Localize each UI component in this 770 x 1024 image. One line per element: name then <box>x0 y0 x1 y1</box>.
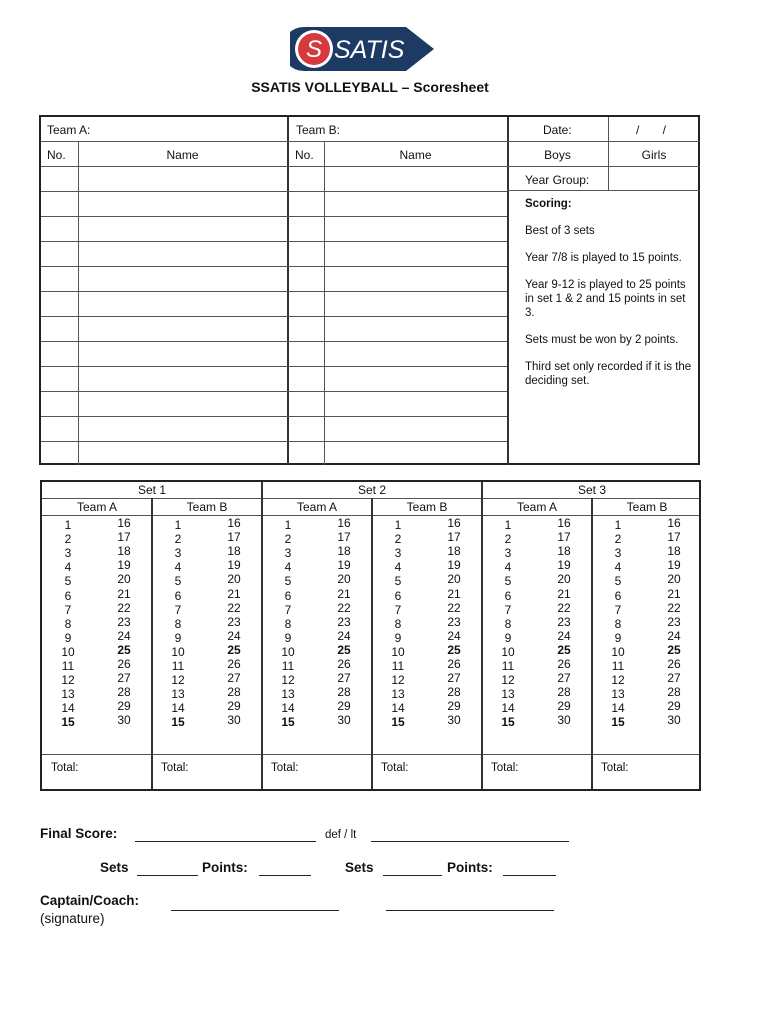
score-number[interactable]: 16 <box>447 516 461 530</box>
team-b-name-header: Name <box>399 148 432 162</box>
roster-table <box>39 115 700 465</box>
score-number[interactable]: 11 <box>501 659 515 673</box>
score-number[interactable]: 5 <box>284 574 292 589</box>
score-number[interactable]: 28 <box>337 685 351 700</box>
score-number[interactable]: 9 <box>284 630 292 645</box>
set-2-team-b-header: Team B <box>406 500 448 514</box>
score-number[interactable]: 26 <box>447 657 461 671</box>
score-number[interactable]: 7 <box>614 602 622 617</box>
score-number[interactable]: 15 <box>171 715 185 730</box>
total-label: Total: <box>381 762 409 774</box>
set-2-team-a-header: Team A <box>296 500 338 514</box>
score-number[interactable]: 6 <box>394 588 402 603</box>
score-number[interactable]: 11 <box>391 659 405 673</box>
signature-label: (signature) <box>40 911 105 926</box>
score-number[interactable]: 12 <box>501 673 515 688</box>
girls-label: Girls <box>641 148 667 162</box>
score-number[interactable]: 7 <box>174 602 182 617</box>
score-number[interactable]: 19 <box>337 558 351 573</box>
rule-item: Best of 3 sets <box>525 225 595 237</box>
score-number[interactable]: 29 <box>667 699 681 714</box>
score-number[interactable]: 7 <box>64 602 72 617</box>
score-number[interactable]: 8 <box>174 616 182 631</box>
date-label: Date: <box>543 123 572 137</box>
score-number[interactable]: 25 <box>117 642 131 657</box>
score-number[interactable]: 1 <box>64 518 72 532</box>
score-number[interactable]: 18 <box>117 544 131 559</box>
score-number[interactable]: 8 <box>394 616 402 631</box>
score-number[interactable]: 13 <box>391 687 405 702</box>
score-number[interactable]: 11 <box>281 659 295 673</box>
score-number[interactable]: 18 <box>557 544 571 559</box>
score-number[interactable]: 14 <box>391 701 405 716</box>
score-number[interactable]: 20 <box>337 572 351 587</box>
score-number[interactable]: 20 <box>557 572 571 587</box>
score-number[interactable]: 24 <box>227 628 241 643</box>
score-number[interactable]: 1 <box>284 518 292 532</box>
score-number[interactable]: 29 <box>557 699 571 714</box>
score-number[interactable]: 10 <box>611 644 625 659</box>
score-number[interactable]: 19 <box>447 558 461 573</box>
score-number[interactable]: 17 <box>117 530 131 545</box>
score-number[interactable]: 23 <box>337 614 351 629</box>
score-number[interactable]: 12 <box>171 673 185 688</box>
total-label: Total: <box>491 762 519 774</box>
score-number[interactable]: 9 <box>614 630 622 645</box>
set-2-header: Set 2 <box>357 483 387 497</box>
sets-b-line[interactable] <box>383 875 442 876</box>
score-number[interactable]: 21 <box>667 586 681 601</box>
score-number[interactable]: 18 <box>447 544 461 559</box>
score-number[interactable]: 11 <box>171 659 185 673</box>
svg-text:S: S <box>306 36 323 63</box>
score-number[interactable]: 20 <box>227 572 241 587</box>
score-number[interactable]: 4 <box>64 560 72 575</box>
points-label-a: Points: <box>202 860 248 875</box>
score-number[interactable]: 4 <box>614 560 622 575</box>
score-number[interactable]: 7 <box>284 602 292 617</box>
score-number[interactable]: 23 <box>667 614 681 629</box>
score-number[interactable]: 10 <box>281 644 295 659</box>
set-1-header: Set 1 <box>137 483 167 497</box>
score-number[interactable]: 16 <box>667 516 681 530</box>
score-number[interactable]: 14 <box>501 701 515 716</box>
score-number[interactable]: 16 <box>227 516 241 530</box>
score-number[interactable]: 25 <box>227 642 241 657</box>
date-field[interactable]: / / <box>636 123 667 137</box>
score-number[interactable]: 21 <box>117 586 131 601</box>
final-score-team-line[interactable] <box>135 841 316 842</box>
score-number[interactable]: 22 <box>227 600 241 615</box>
score-number[interactable]: 13 <box>501 687 515 702</box>
score-number[interactable]: 4 <box>174 560 182 575</box>
score-number[interactable]: 5 <box>394 574 402 589</box>
score-number[interactable]: 24 <box>667 628 681 643</box>
score-number[interactable]: 17 <box>447 530 461 545</box>
points-a-line[interactable] <box>259 875 311 876</box>
team-b-no-header: No. <box>295 148 314 162</box>
score-number[interactable]: 5 <box>504 574 512 589</box>
score-number[interactable]: 26 <box>337 657 351 671</box>
score-number[interactable]: 4 <box>394 560 402 575</box>
score-number[interactable]: 3 <box>504 546 512 561</box>
score-number[interactable]: 20 <box>447 572 461 587</box>
team-b-label: Team B: <box>296 123 341 137</box>
score-number[interactable]: 2 <box>394 532 402 547</box>
score-number[interactable]: 28 <box>227 685 241 700</box>
score-number[interactable]: 1 <box>614 518 622 532</box>
set-3-team-b-header: Team B <box>626 500 668 514</box>
total-label: Total: <box>601 762 629 774</box>
score-number[interactable]: 25 <box>337 642 351 657</box>
score-number[interactable]: 14 <box>281 701 295 716</box>
score-number[interactable]: 16 <box>117 516 131 530</box>
score-number[interactable]: 2 <box>284 532 292 547</box>
score-number[interactable]: 9 <box>174 630 182 645</box>
score-number[interactable]: 1 <box>174 518 182 532</box>
score-number[interactable]: 15 <box>391 715 405 730</box>
score-number[interactable]: 15 <box>281 715 295 730</box>
score-number[interactable]: 5 <box>64 574 72 589</box>
score-number[interactable]: 1 <box>394 518 402 532</box>
score-number[interactable]: 2 <box>614 532 622 547</box>
score-number[interactable]: 12 <box>611 673 625 688</box>
score-number[interactable]: 14 <box>61 701 75 716</box>
score-number[interactable]: 12 <box>61 673 75 688</box>
score-number[interactable]: 6 <box>504 588 512 603</box>
score-number[interactable]: 29 <box>227 699 241 714</box>
score-number[interactable]: 10 <box>501 644 515 659</box>
set-3-header: Set 3 <box>577 483 607 497</box>
score-number[interactable]: 25 <box>447 642 461 657</box>
score-number[interactable]: 23 <box>117 614 131 629</box>
score-number[interactable]: 3 <box>284 546 292 561</box>
score-number[interactable]: 24 <box>117 628 131 643</box>
score-number[interactable]: 10 <box>391 644 405 659</box>
score-number[interactable]: 28 <box>447 685 461 700</box>
score-number[interactable]: 3 <box>174 546 182 561</box>
scoring-rules <box>525 197 697 401</box>
sets-a-line[interactable] <box>137 875 198 876</box>
score-number[interactable]: 5 <box>174 574 182 589</box>
score-number[interactable]: 4 <box>504 560 512 575</box>
score-number[interactable]: 19 <box>557 558 571 573</box>
score-number[interactable]: 21 <box>447 586 461 601</box>
score-number[interactable]: 12 <box>281 673 295 688</box>
score-number[interactable]: 24 <box>337 628 351 643</box>
score-number[interactable]: 30 <box>557 713 571 728</box>
team-a-no-header: No. <box>47 148 66 162</box>
sets-label-b: Sets <box>345 860 374 875</box>
points-b-line[interactable] <box>503 875 556 876</box>
rule-item: Third set only recorded if it is the deciding set. <box>525 361 692 387</box>
score-number[interactable]: 29 <box>117 699 131 714</box>
score-number[interactable]: 21 <box>337 586 351 601</box>
score-number[interactable]: 11 <box>611 659 625 673</box>
score-number[interactable]: 11 <box>61 659 75 673</box>
set-3-team-a-header: Team A <box>516 500 558 514</box>
score-number[interactable]: 27 <box>227 671 241 686</box>
score-number[interactable]: 18 <box>667 544 681 559</box>
score-number[interactable]: 28 <box>557 685 571 700</box>
scoring-heading: Scoring: <box>525 198 572 210</box>
def-lt-label: def / lt <box>325 829 357 841</box>
score-number[interactable]: 30 <box>337 713 351 728</box>
score-number[interactable]: 23 <box>227 614 241 629</box>
score-number[interactable]: 2 <box>174 532 182 547</box>
score-number[interactable]: 27 <box>337 671 351 686</box>
score-number[interactable]: 23 <box>557 614 571 629</box>
score-number[interactable]: 8 <box>614 616 622 631</box>
score-number[interactable]: 13 <box>281 687 295 702</box>
score-number[interactable]: 17 <box>227 530 241 545</box>
score-number[interactable]: 6 <box>64 588 72 603</box>
score-number[interactable]: 3 <box>614 546 622 561</box>
score-number[interactable]: 9 <box>504 630 512 645</box>
score-number[interactable]: 30 <box>667 713 681 728</box>
score-number[interactable]: 22 <box>337 600 351 615</box>
score-number[interactable]: 27 <box>667 671 681 686</box>
score-number[interactable]: 6 <box>614 588 622 603</box>
total-label: Total: <box>271 762 299 774</box>
score-number[interactable]: 30 <box>227 713 241 728</box>
score-number[interactable]: 30 <box>447 713 461 728</box>
final-score-opponent-line[interactable] <box>371 841 569 842</box>
score-number[interactable]: 17 <box>667 530 681 545</box>
score-number[interactable]: 22 <box>447 600 461 615</box>
score-number[interactable]: 26 <box>667 657 681 671</box>
total-label: Total: <box>161 762 189 774</box>
score-number[interactable]: 8 <box>64 616 72 631</box>
score-number[interactable]: 6 <box>284 588 292 603</box>
score-number[interactable]: 15 <box>501 715 515 730</box>
total-label: Total: <box>51 762 79 774</box>
score-number[interactable]: 27 <box>117 671 131 686</box>
score-number[interactable]: 15 <box>61 715 75 730</box>
score-number[interactable]: 19 <box>117 558 131 573</box>
score-number[interactable]: 16 <box>557 516 571 530</box>
score-number[interactable]: 28 <box>117 685 131 700</box>
score-number[interactable]: 26 <box>557 657 571 671</box>
score-number[interactable]: 22 <box>557 600 571 615</box>
score-number[interactable]: 20 <box>667 572 681 587</box>
year-group-label: Year Group: <box>525 173 590 187</box>
score-number[interactable]: 10 <box>171 644 185 659</box>
score-number[interactable]: 13 <box>171 687 185 702</box>
rule-item: Sets must be won by 2 points. <box>525 334 679 346</box>
points-label-b: Points: <box>447 860 493 875</box>
rule-item: Year 7/8 is played to 15 points. <box>525 252 682 264</box>
score-number[interactable]: 24 <box>447 628 461 643</box>
score-number[interactable]: 26 <box>117 657 131 671</box>
score-number[interactable]: 2 <box>64 532 72 547</box>
score-number[interactable]: 28 <box>667 685 681 700</box>
final-score-label: Final Score: <box>40 826 118 841</box>
score-number[interactable]: 7 <box>504 602 512 617</box>
score-number[interactable]: 18 <box>227 544 241 559</box>
score-number[interactable]: 13 <box>61 687 75 702</box>
score-number[interactable]: 26 <box>227 657 241 671</box>
score-number[interactable]: 15 <box>611 715 625 730</box>
score-number[interactable]: 25 <box>667 642 681 657</box>
score-number[interactable]: 24 <box>557 628 571 643</box>
score-number[interactable]: 25 <box>557 642 571 657</box>
score-number[interactable]: 12 <box>391 673 405 688</box>
score-number[interactable]: 22 <box>117 600 131 615</box>
score-number[interactable]: 6 <box>174 588 182 603</box>
score-number[interactable]: 29 <box>337 699 351 714</box>
score-number[interactable]: 29 <box>447 699 461 714</box>
score-number[interactable]: 8 <box>504 616 512 631</box>
ssatis-logo <box>290 24 436 74</box>
sets-table <box>40 480 701 791</box>
score-number[interactable]: 3 <box>394 546 402 561</box>
score-number[interactable]: 7 <box>394 602 402 617</box>
team-a-label: Team A: <box>47 123 91 137</box>
boys-label: Boys <box>544 148 571 162</box>
set-1-team-a-header: Team A <box>76 500 118 514</box>
score-number[interactable]: 1 <box>504 518 512 532</box>
team-a-name-header: Name <box>166 148 199 162</box>
svg-text:SATIS: SATIS <box>334 36 405 64</box>
score-number[interactable]: 8 <box>284 616 292 631</box>
score-number[interactable]: 30 <box>117 713 131 728</box>
score-number[interactable]: 3 <box>64 546 72 561</box>
score-number[interactable]: 13 <box>611 687 625 702</box>
score-number[interactable]: 2 <box>504 532 512 547</box>
score-number[interactable]: 10 <box>61 644 75 659</box>
score-number[interactable]: 21 <box>227 586 241 601</box>
sets-label-a: Sets <box>100 860 129 875</box>
score-number[interactable]: 9 <box>394 630 402 645</box>
score-number[interactable]: 22 <box>667 600 681 615</box>
score-number[interactable]: 4 <box>284 560 292 575</box>
score-number[interactable]: 17 <box>557 530 571 545</box>
signature-line-a[interactable] <box>171 910 339 911</box>
score-number[interactable]: 20 <box>117 572 131 587</box>
score-number[interactable]: 21 <box>557 586 571 601</box>
score-number[interactable]: 14 <box>171 701 185 716</box>
score-number[interactable]: 17 <box>337 530 351 545</box>
score-number[interactable]: 19 <box>667 558 681 573</box>
score-number[interactable]: 16 <box>337 516 351 530</box>
score-number[interactable]: 5 <box>614 574 622 589</box>
rule-item: Year 9-12 is played to 25 points in set 1 & 2 and 15 points in set 3. <box>525 279 686 319</box>
score-number[interactable]: 23 <box>447 614 461 629</box>
score-number[interactable]: 19 <box>227 558 241 573</box>
score-number[interactable]: 27 <box>447 671 461 686</box>
page-title: SSATIS VOLLEYBALL – Scoresheet <box>251 79 489 95</box>
score-number[interactable]: 14 <box>611 701 625 716</box>
set-1-team-b-header: Team B <box>186 500 228 514</box>
score-number[interactable]: 9 <box>64 630 72 645</box>
signature-line-b[interactable] <box>386 910 554 911</box>
score-number[interactable]: 27 <box>557 671 571 686</box>
captain-coach-label: Captain/Coach: <box>40 893 140 908</box>
score-number[interactable]: 18 <box>337 544 351 559</box>
